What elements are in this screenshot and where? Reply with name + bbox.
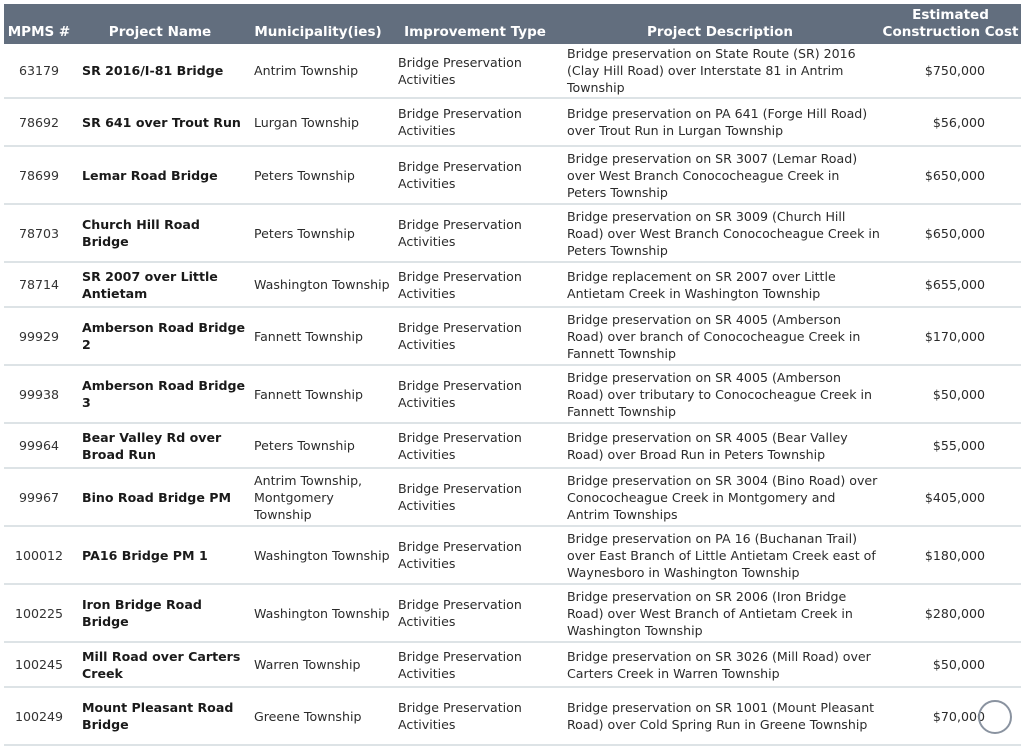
table-row xyxy=(4,469,1021,527)
cell-improvement-type: Bridge Preservation Activities xyxy=(398,539,522,571)
table-row xyxy=(4,527,1021,585)
table-row xyxy=(4,263,1021,308)
cell-mpms: 100225 xyxy=(14,605,64,621)
cell-project-name: Iron Bridge Road Bridge xyxy=(82,597,202,629)
cell-improvement-type: Bridge Preservation Activities xyxy=(398,648,522,681)
cell-improvement-type: Bridge Preservation Activities xyxy=(398,217,522,249)
cell-cost: $56,000 xyxy=(932,114,985,130)
table-body xyxy=(4,44,1021,746)
cell-municipality: Washington Township xyxy=(254,547,390,563)
cell-improvement-type: Bridge Preservation Activities xyxy=(398,159,522,191)
table-row xyxy=(4,205,1021,263)
cell-municipality: Warren Township xyxy=(254,657,361,672)
cell-cost: $405,000 xyxy=(924,489,985,505)
cell-cost: $170,000 xyxy=(924,328,985,344)
cell-municipality: Lurgan Township xyxy=(254,114,360,130)
cell-cost: $55,000 xyxy=(932,438,985,453)
cell-mpms: 100012 xyxy=(14,547,64,563)
cell-improvement-type: Bridge Preservation Activities xyxy=(398,429,522,462)
cell-improvement-type: Bridge Preservation Activities xyxy=(398,106,522,138)
cell-municipality: Washington Township xyxy=(254,277,390,292)
cell-cost: $655,000 xyxy=(924,277,985,292)
cell-project-name: Amberson Road Bridge 3 xyxy=(82,378,246,410)
cell-description: Bridge preservation on SR 4005 (Amberson Road) over tributary to Conococheague Creek in Fannett Township xyxy=(567,369,873,419)
cell-project-name: Bear Valley Rd over Broad Run xyxy=(82,429,222,462)
cell-improvement-type: Bridge Preservation Activities xyxy=(398,597,522,629)
cell-mpms: 78699 xyxy=(18,167,60,183)
cell-description: Bridge preservation on SR 3026 (Mill Road) over Carters Creek in Warren Township xyxy=(567,648,871,681)
cell-municipality: Fannett Township xyxy=(254,328,363,344)
cell-mpms: 100249 xyxy=(14,708,64,724)
cell-mpms: 63179 xyxy=(18,63,60,78)
cell-description: Bridge preservation on SR 3007 (Lemar Road) over West Branch Conococheague Creek in Peters Township xyxy=(567,150,858,200)
cell-municipality: Peters Township xyxy=(254,225,355,241)
cell-improvement-type: Bridge Preservation Activities xyxy=(398,700,522,732)
cell-municipality: Peters Township xyxy=(254,438,355,453)
header-municipality: Municipality(ies) xyxy=(254,24,382,40)
cell-project-name: SR 2016/I-81 Bridge xyxy=(82,63,224,78)
cell-municipality: Peters Township xyxy=(254,167,355,183)
cell-description: Bridge preservation on SR 2006 (Iron Bridge Road) over West Branch of Antietam Creek in Washington Township xyxy=(567,588,853,638)
cell-municipality: Antrim Township, Montgomery Township xyxy=(254,472,363,522)
cell-project-name: Mount Pleasant Road Bridge xyxy=(82,700,234,732)
cell-project-name: SR 641 over Trout Run xyxy=(82,114,241,130)
scroll-top-icon[interactable] xyxy=(978,700,1012,734)
header-project-description: Project Description xyxy=(646,24,794,40)
cell-project-name: Amberson Road Bridge 2 xyxy=(82,320,246,352)
cell-municipality: Washington Township xyxy=(254,605,390,621)
cell-municipality: Fannett Township xyxy=(254,386,363,402)
cell-mpms: 78692 xyxy=(18,114,60,130)
cell-mpms: 99967 xyxy=(18,489,60,505)
table-row xyxy=(4,643,1021,688)
header-mpms: MPMS # xyxy=(7,24,71,40)
cell-mpms: 99929 xyxy=(18,328,60,344)
table-row xyxy=(4,99,1021,147)
cell-description: Bridge replacement on SR 2007 over Little Antietam Creek in Washington Township xyxy=(567,268,836,301)
cell-project-name: Bino Road Bridge PM xyxy=(82,489,232,505)
cell-description: Bridge preservation on PA 16 (Buchanan Trail) over East Branch of Little Antietam Creek east of Waynesboro in Washington Township xyxy=(567,530,876,580)
projects-table xyxy=(4,4,1021,746)
cell-description: Bridge preservation on SR 1001 (Mount Pleasant Road) over Cold Spring Run in Greene Township xyxy=(567,700,875,732)
cell-project-name: SR 2007 over Little Antietam xyxy=(82,268,218,301)
cell-cost: $50,000 xyxy=(932,386,985,402)
cell-cost: $50,000 xyxy=(932,657,985,672)
cell-improvement-type: Bridge Preservation Activities xyxy=(398,378,522,410)
cell-mpms: 99938 xyxy=(18,386,60,402)
cell-improvement-type: Bridge Preservation Activities xyxy=(398,54,522,87)
cell-cost: $650,000 xyxy=(924,167,985,183)
cell-cost: $280,000 xyxy=(924,605,985,621)
header-estimated-cost: Estimated Construction Cost xyxy=(882,7,1019,40)
table-row xyxy=(4,308,1021,366)
table-row xyxy=(4,424,1021,469)
cell-cost: $70,000 xyxy=(932,708,985,724)
table-row xyxy=(4,44,1021,99)
cell-description: Bridge preservation on SR 4005 (Bear Valley Road) over Broad Run in Peters Township xyxy=(567,429,848,462)
table-header xyxy=(4,4,1021,44)
cell-description: Bridge preservation on State Route (SR) 2016 (Clay Hill Road) over Interstate 81 in Antrim Township xyxy=(567,46,856,95)
cell-description: Bridge preservation on SR 4005 (Amberson Road) over branch of Conococheague Creek in Fannett Township xyxy=(567,311,861,361)
table-row xyxy=(4,366,1021,424)
cell-mpms: 78703 xyxy=(18,225,60,241)
cell-municipality: Antrim Township xyxy=(254,63,359,78)
cell-project-name: Lemar Road Bridge xyxy=(82,167,218,183)
header-project-name: Project Name xyxy=(108,24,212,40)
table-row xyxy=(4,147,1021,205)
header-improvement-type: Improvement Type xyxy=(404,24,546,40)
table-row xyxy=(4,688,1021,746)
cell-mpms: 99964 xyxy=(18,438,60,453)
cell-mpms: 100245 xyxy=(14,657,64,672)
table-row xyxy=(4,585,1021,643)
cell-description: Bridge preservation on PA 641 (Forge Hill Road) over Trout Run in Lurgan Township xyxy=(567,106,868,138)
cell-improvement-type: Bridge Preservation Activities xyxy=(398,481,522,513)
cell-improvement-type: Bridge Preservation Activities xyxy=(398,320,522,352)
cell-cost: $750,000 xyxy=(924,63,985,78)
cell-cost: $180,000 xyxy=(924,547,985,563)
cell-improvement-type: Bridge Preservation Activities xyxy=(398,268,522,301)
cell-description: Bridge preservation on SR 3009 (Church Hill Road) over West Branch Conococheague Creek in Peters Township xyxy=(567,208,880,258)
cell-description: Bridge preservation on SR 3004 (Bino Road) over Conococheague Creek in Montgomery and Antrim Townships xyxy=(567,472,878,522)
cell-project-name: Mill Road over Carters Creek xyxy=(82,648,241,681)
cell-project-name: Church Hill Road Bridge xyxy=(82,217,200,249)
cell-cost: $650,000 xyxy=(924,225,985,241)
cell-mpms: 78714 xyxy=(18,277,60,292)
cell-project-name: PA16 Bridge PM 1 xyxy=(82,547,208,563)
cell-municipality: Greene Township xyxy=(254,708,362,724)
